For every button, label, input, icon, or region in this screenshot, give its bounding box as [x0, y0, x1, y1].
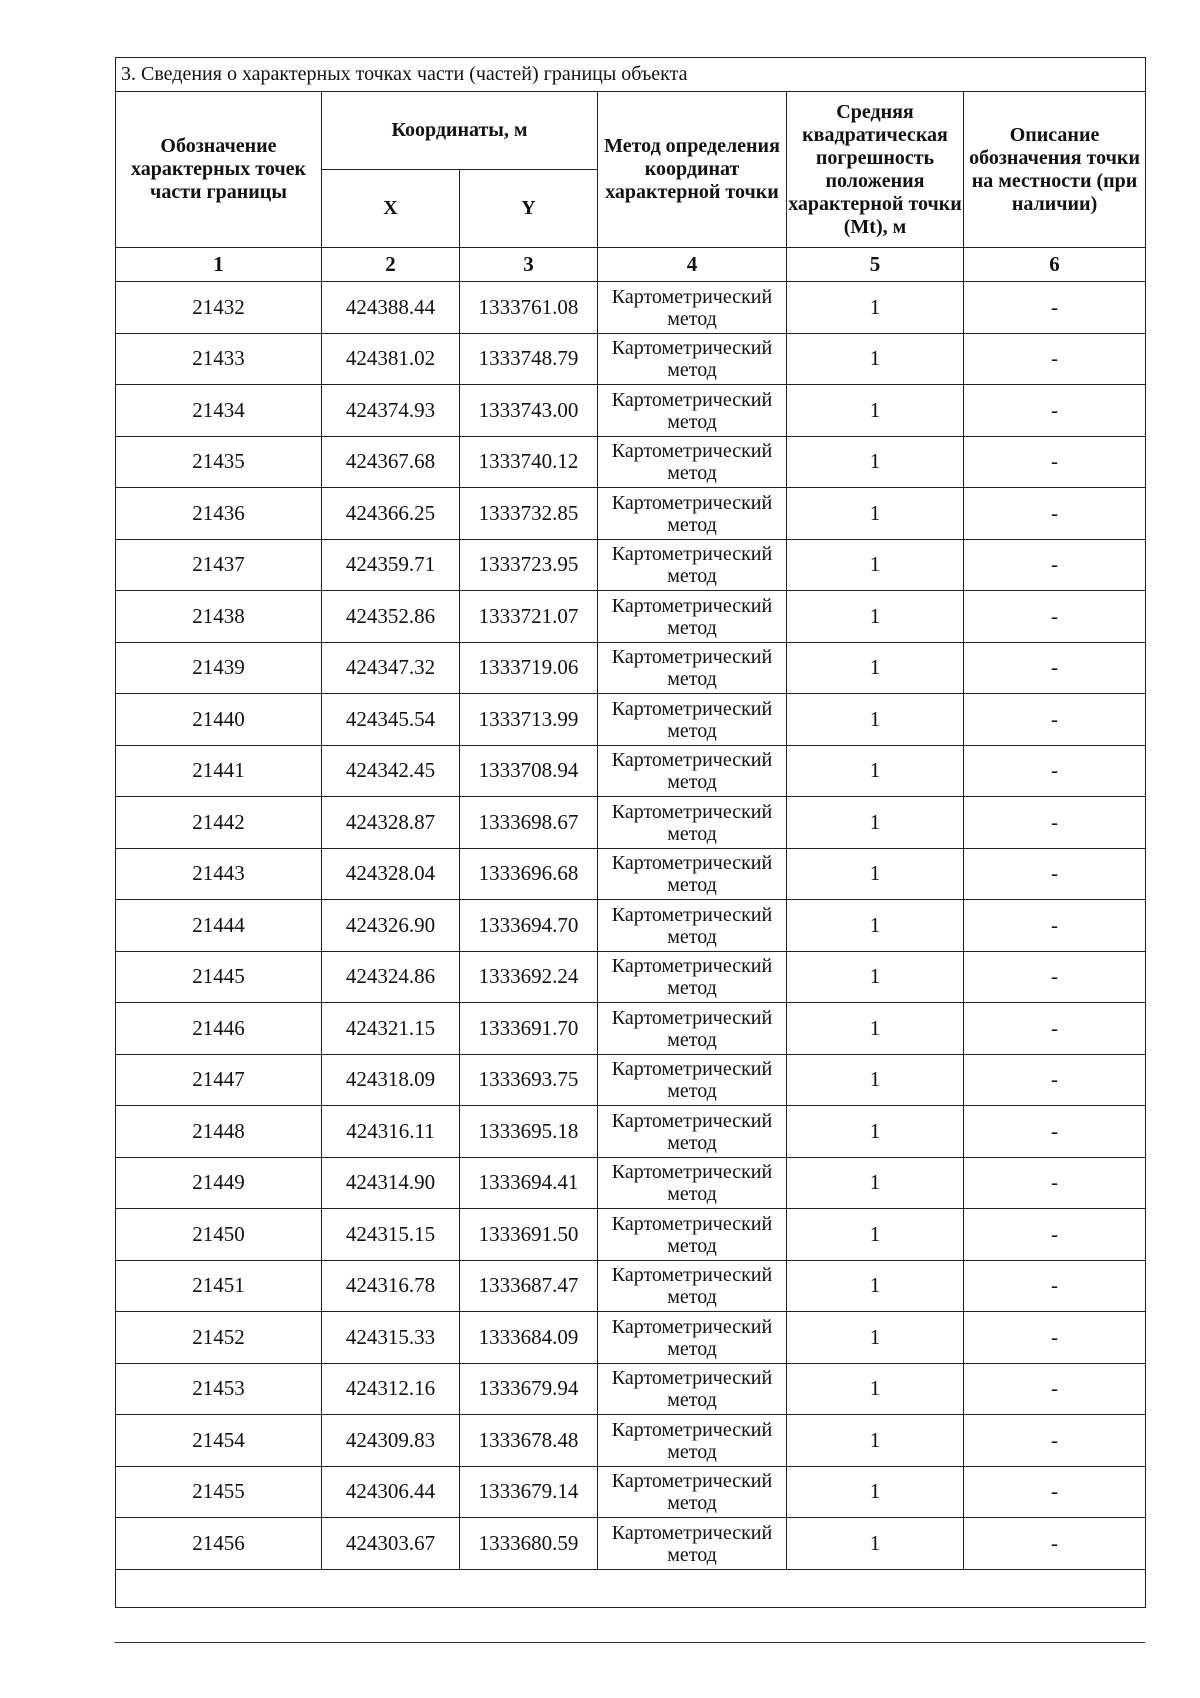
mean-error-cell: 1: [787, 848, 964, 900]
description-cell: -: [964, 900, 1146, 952]
y-coordinate-cell: 1333679.94: [460, 1363, 598, 1415]
method-cell: Картометрический метод: [598, 282, 787, 334]
point-id-cell: 21447: [116, 1054, 322, 1106]
point-id-cell: 21444: [116, 900, 322, 952]
point-id-cell: 21449: [116, 1157, 322, 1209]
document-sheet: [115, 57, 1145, 1608]
y-coordinate-cell: 1333719.06: [460, 642, 598, 694]
mean-error-cell: 1: [787, 1518, 964, 1570]
x-coordinate-cell: 424306.44: [322, 1466, 460, 1518]
mean-error-cell: 1: [787, 1003, 964, 1055]
table-row: [116, 1415, 1146, 1467]
mean-error-cell: 1: [787, 1106, 964, 1158]
column-number: 5: [787, 248, 964, 282]
method-cell: Картометрический метод: [598, 539, 787, 591]
page-footer-divider: [115, 1642, 1145, 1643]
x-coordinate-cell: 424345.54: [322, 694, 460, 746]
table-row: [116, 385, 1146, 437]
mean-error-cell: 1: [787, 797, 964, 849]
y-coordinate-cell: 1333761.08: [460, 282, 598, 334]
y-coordinate-cell: 1333748.79: [460, 333, 598, 385]
table-row: [116, 591, 1146, 643]
method-cell: Картометрический метод: [598, 1363, 787, 1415]
point-id-cell: 21439: [116, 642, 322, 694]
table-row: [116, 1312, 1146, 1364]
y-coordinate-cell: 1333713.99: [460, 694, 598, 746]
point-id-cell: 21455: [116, 1466, 322, 1518]
x-coordinate-cell: 424381.02: [322, 333, 460, 385]
x-coordinate-cell: 424321.15: [322, 1003, 460, 1055]
header-description: Описание обозначения точки на местности (при наличии): [964, 92, 1146, 248]
method-cell: Картометрический метод: [598, 1415, 787, 1467]
x-coordinate-cell: 424366.25: [322, 488, 460, 540]
mean-error-cell: 1: [787, 436, 964, 488]
point-id-cell: 21453: [116, 1363, 322, 1415]
mean-error-cell: 1: [787, 333, 964, 385]
method-cell: Картометрический метод: [598, 591, 787, 643]
x-coordinate-cell: 424328.87: [322, 797, 460, 849]
mean-error-cell: 1: [787, 642, 964, 694]
table-row: [116, 1054, 1146, 1106]
y-coordinate-cell: 1333698.67: [460, 797, 598, 849]
point-id-cell: 21436: [116, 488, 322, 540]
y-coordinate-cell: 1333678.48: [460, 1415, 598, 1467]
method-cell: Картометрический метод: [598, 1106, 787, 1158]
point-id-cell: 21435: [116, 436, 322, 488]
header-method: Метод определения координат характерной точки: [598, 92, 787, 248]
mean-error-cell: 1: [787, 745, 964, 797]
point-id-cell: 21452: [116, 1312, 322, 1364]
header-y: Y: [460, 170, 598, 248]
column-number: 4: [598, 248, 787, 282]
mean-error-cell: 1: [787, 282, 964, 334]
header-mean-error: Средняя квадратическая погрешность положения характерной точки (Mt), м: [787, 92, 964, 248]
mean-error-cell: 1: [787, 539, 964, 591]
method-cell: Картометрический метод: [598, 848, 787, 900]
table-empty-footer-row: [116, 1569, 1146, 1607]
x-coordinate-cell: 424352.86: [322, 591, 460, 643]
table-row: [116, 436, 1146, 488]
description-cell: -: [964, 539, 1146, 591]
description-cell: -: [964, 1518, 1146, 1570]
description-cell: -: [964, 436, 1146, 488]
y-coordinate-cell: 1333691.50: [460, 1209, 598, 1261]
y-coordinate-cell: 1333696.68: [460, 848, 598, 900]
mean-error-cell: 1: [787, 488, 964, 540]
mean-error-cell: 1: [787, 900, 964, 952]
mean-error-cell: 1: [787, 591, 964, 643]
header-coordinates: Координаты, м: [322, 92, 598, 170]
description-cell: -: [964, 1260, 1146, 1312]
table-row: [116, 488, 1146, 540]
description-cell: -: [964, 488, 1146, 540]
y-coordinate-cell: 1333721.07: [460, 591, 598, 643]
table-row: [116, 539, 1146, 591]
y-coordinate-cell: 1333680.59: [460, 1518, 598, 1570]
table-row: [116, 642, 1146, 694]
x-coordinate-cell: 424314.90: [322, 1157, 460, 1209]
point-id-cell: 21437: [116, 539, 322, 591]
table-row: [116, 333, 1146, 385]
description-cell: -: [964, 745, 1146, 797]
method-cell: Картометрический метод: [598, 1312, 787, 1364]
section-title: 3. Сведения о характерных точках части (частей) границы объекта: [116, 58, 1146, 92]
mean-error-cell: 1: [787, 1157, 964, 1209]
column-number: 1: [116, 248, 322, 282]
points-table: [115, 57, 1146, 1608]
mean-error-cell: 1: [787, 694, 964, 746]
point-id-cell: 21454: [116, 1415, 322, 1467]
table-row: [116, 900, 1146, 952]
description-cell: -: [964, 694, 1146, 746]
point-id-cell: 21448: [116, 1106, 322, 1158]
table-row: [116, 848, 1146, 900]
header-x: X: [322, 170, 460, 248]
method-cell: Картометрический метод: [598, 1054, 787, 1106]
method-cell: Картометрический метод: [598, 1209, 787, 1261]
point-id-cell: 21443: [116, 848, 322, 900]
x-coordinate-cell: 424388.44: [322, 282, 460, 334]
y-coordinate-cell: 1333732.85: [460, 488, 598, 540]
table-row: [116, 1518, 1146, 1570]
description-cell: -: [964, 1106, 1146, 1158]
table-body: [116, 282, 1146, 1570]
mean-error-cell: 1: [787, 385, 964, 437]
y-coordinate-cell: 1333693.75: [460, 1054, 598, 1106]
mean-error-cell: 1: [787, 1363, 964, 1415]
method-cell: Картометрический метод: [598, 642, 787, 694]
table-row: [116, 1466, 1146, 1518]
method-cell: Картометрический метод: [598, 333, 787, 385]
column-number: 3: [460, 248, 598, 282]
x-coordinate-cell: 424315.15: [322, 1209, 460, 1261]
method-cell: Картометрический метод: [598, 385, 787, 437]
header-point-designation: Обозначение характерных точек части границы: [116, 92, 322, 248]
x-coordinate-cell: 424367.68: [322, 436, 460, 488]
point-id-cell: 21440: [116, 694, 322, 746]
method-cell: Картометрический метод: [598, 1466, 787, 1518]
y-coordinate-cell: 1333679.14: [460, 1466, 598, 1518]
mean-error-cell: 1: [787, 1054, 964, 1106]
description-cell: -: [964, 282, 1146, 334]
description-cell: -: [964, 1312, 1146, 1364]
method-cell: Картометрический метод: [598, 694, 787, 746]
description-cell: -: [964, 1157, 1146, 1209]
table-row: [116, 694, 1146, 746]
x-coordinate-cell: 424315.33: [322, 1312, 460, 1364]
mean-error-cell: 1: [787, 1209, 964, 1261]
method-cell: Картометрический метод: [598, 436, 787, 488]
method-cell: Картометрический метод: [598, 797, 787, 849]
table-row: [116, 1363, 1146, 1415]
mean-error-cell: 1: [787, 1415, 964, 1467]
mean-error-cell: 1: [787, 1466, 964, 1518]
method-cell: Картометрический метод: [598, 1003, 787, 1055]
x-coordinate-cell: 424318.09: [322, 1054, 460, 1106]
method-cell: Картометрический метод: [598, 745, 787, 797]
point-id-cell: 21450: [116, 1209, 322, 1261]
table-row: [116, 951, 1146, 1003]
x-coordinate-cell: 424316.11: [322, 1106, 460, 1158]
x-coordinate-cell: 424328.04: [322, 848, 460, 900]
x-coordinate-cell: 424324.86: [322, 951, 460, 1003]
x-coordinate-cell: 424326.90: [322, 900, 460, 952]
point-id-cell: 21456: [116, 1518, 322, 1570]
table-row: [116, 797, 1146, 849]
y-coordinate-cell: 1333687.47: [460, 1260, 598, 1312]
y-coordinate-cell: 1333695.18: [460, 1106, 598, 1158]
method-cell: Картометрический метод: [598, 951, 787, 1003]
method-cell: Картометрический метод: [598, 900, 787, 952]
point-id-cell: 21438: [116, 591, 322, 643]
y-coordinate-cell: 1333694.41: [460, 1157, 598, 1209]
description-cell: -: [964, 1003, 1146, 1055]
description-cell: -: [964, 591, 1146, 643]
y-coordinate-cell: 1333694.70: [460, 900, 598, 952]
x-coordinate-cell: 424374.93: [322, 385, 460, 437]
y-coordinate-cell: 1333692.24: [460, 951, 598, 1003]
x-coordinate-cell: 424316.78: [322, 1260, 460, 1312]
y-coordinate-cell: 1333740.12: [460, 436, 598, 488]
point-id-cell: 21445: [116, 951, 322, 1003]
description-cell: -: [964, 1363, 1146, 1415]
mean-error-cell: 1: [787, 1312, 964, 1364]
column-number: 6: [964, 248, 1146, 282]
point-id-cell: 21446: [116, 1003, 322, 1055]
method-cell: Картометрический метод: [598, 488, 787, 540]
table-row: [116, 282, 1146, 334]
mean-error-cell: 1: [787, 951, 964, 1003]
point-id-cell: 21451: [116, 1260, 322, 1312]
y-coordinate-cell: 1333684.09: [460, 1312, 598, 1364]
x-coordinate-cell: 424342.45: [322, 745, 460, 797]
point-id-cell: 21433: [116, 333, 322, 385]
point-id-cell: 21441: [116, 745, 322, 797]
table-row: [116, 1209, 1146, 1261]
description-cell: -: [964, 951, 1146, 1003]
description-cell: -: [964, 385, 1146, 437]
description-cell: -: [964, 797, 1146, 849]
method-cell: Картометрический метод: [598, 1260, 787, 1312]
x-coordinate-cell: 424347.32: [322, 642, 460, 694]
point-id-cell: 21442: [116, 797, 322, 849]
description-cell: -: [964, 848, 1146, 900]
table-row: [116, 1003, 1146, 1055]
table-row: [116, 1106, 1146, 1158]
description-cell: -: [964, 1054, 1146, 1106]
y-coordinate-cell: 1333723.95: [460, 539, 598, 591]
x-coordinate-cell: 424312.16: [322, 1363, 460, 1415]
method-cell: Картометрический метод: [598, 1157, 787, 1209]
table-row: [116, 1157, 1146, 1209]
description-cell: -: [964, 333, 1146, 385]
table-row: [116, 1260, 1146, 1312]
point-id-cell: 21432: [116, 282, 322, 334]
x-coordinate-cell: 424303.67: [322, 1518, 460, 1570]
column-number: 2: [322, 248, 460, 282]
mean-error-cell: 1: [787, 1260, 964, 1312]
method-cell: Картометрический метод: [598, 1518, 787, 1570]
x-coordinate-cell: 424359.71: [322, 539, 460, 591]
table-row: [116, 745, 1146, 797]
y-coordinate-cell: 1333743.00: [460, 385, 598, 437]
description-cell: -: [964, 642, 1146, 694]
description-cell: -: [964, 1466, 1146, 1518]
description-cell: -: [964, 1415, 1146, 1467]
y-coordinate-cell: 1333708.94: [460, 745, 598, 797]
point-id-cell: 21434: [116, 385, 322, 437]
x-coordinate-cell: 424309.83: [322, 1415, 460, 1467]
y-coordinate-cell: 1333691.70: [460, 1003, 598, 1055]
description-cell: -: [964, 1209, 1146, 1261]
